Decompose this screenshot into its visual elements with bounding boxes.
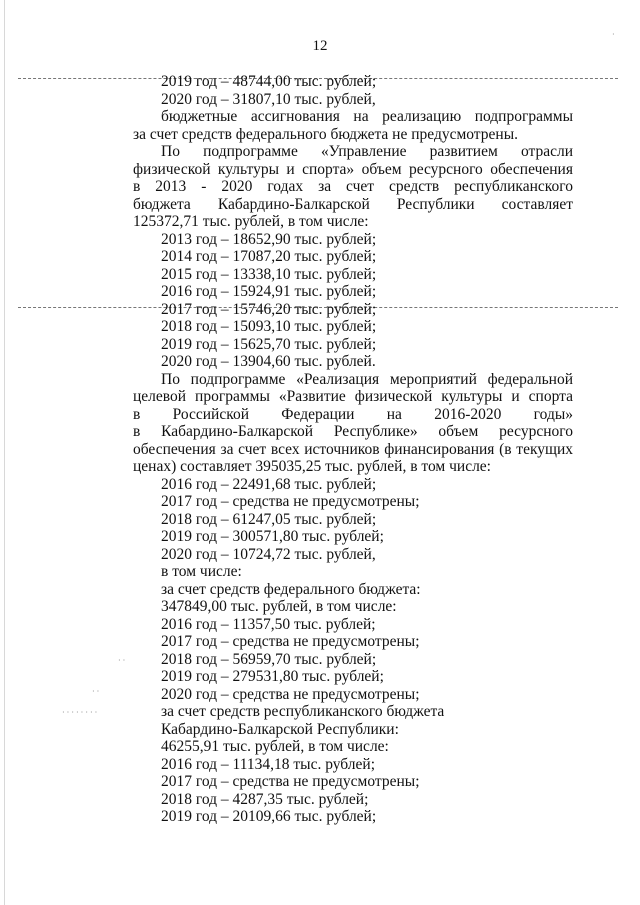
text-line: 2019 год – 48744,00 тыс. рублей;: [161, 73, 377, 90]
text-line: за счет средств федерального бюджета:: [161, 580, 421, 598]
text-line: 2016 год – 15924,91 тыс. рублей;: [161, 283, 377, 300]
scan-speck: · · · · · · · ·: [62, 708, 98, 717]
text-line: 2016 год – 11134,18 тыс. рублей;: [161, 755, 376, 773]
text-line: физической культуры и спорта» объем ресурсного обеспечения: [133, 160, 573, 178]
scan-speck: · ·: [118, 656, 126, 665]
text-line: 2014 год – 17087,20 тыс. рублей;: [161, 248, 377, 265]
text-line: бюджетные ассигнования на реализацию подпрограммы: [161, 108, 573, 125]
text-line: 2018 год – 15093,10 тыс. рублей;: [161, 318, 377, 335]
scan-edge-shadow: [4, 0, 5, 905]
document-body: [133, 73, 573, 826]
text-line: Кабардино-Балкарской Республики:: [161, 720, 399, 738]
text-line: 2018 год – 4287,35 тыс. рублей;: [161, 790, 369, 808]
text-line: в Российской Федерации на 2016-2020 годы»: [133, 405, 573, 423]
text-line: ценах) составляет 395035,25 тыс. рублей, в том числе:: [133, 458, 491, 475]
text-line: в 2013 - 2020 годах за счет средств республиканского: [133, 178, 573, 195]
text-line: 2020 год – средства не предусмотрены;: [161, 685, 420, 703]
text-line: По подпрограмме «Управление развитием отрасли: [161, 143, 573, 160]
text-line: 2015 год – 13338,10 тыс. рублей;: [161, 265, 377, 283]
text-line: обеспечения за счет всех источников финансирования (в текущих: [133, 440, 573, 458]
text-line: в том числе:: [161, 563, 242, 580]
text-line: 2019 год – 300571,80 тыс. рублей;: [161, 528, 384, 545]
text-line: 2018 год – 61247,05 тыс. рублей;: [161, 510, 377, 528]
text-line: 2019 год – 279531,80 тыс. рублей;: [161, 668, 384, 685]
text-line: 2019 год – 20109,66 тыс. рублей;: [161, 808, 377, 825]
text-line: бюджета Кабардино-Балкарской Республики составляет: [133, 195, 573, 213]
text-line: целевой программы «Развитие физической культуры и спорта: [133, 388, 573, 405]
text-line: 2017 год – 15746,20 тыс. рублей;: [161, 300, 377, 318]
text-line: 2019 год – 15625,70 тыс. рублей;: [161, 335, 377, 353]
scan-speck: ·: [612, 30, 615, 39]
text-line: 2016 год – 22491,68 тыс. рублей;: [161, 475, 377, 493]
text-line: 46255,91 тыс. рублей, в том числе:: [161, 738, 389, 755]
scan-speck: · ·: [92, 687, 100, 696]
text-line: 2016 год – 11357,50 тыс. рублей;: [161, 615, 376, 633]
text-line: 2020 год – 13904,60 тыс. рублей.: [161, 353, 376, 370]
text-line: 2013 год – 18652,90 тыс. рублей;: [161, 230, 377, 248]
text-line: 2020 год – 10724,72 тыс. рублей,: [161, 545, 376, 563]
text-line: 2018 год – 56959,70 тыс. рублей;: [161, 650, 377, 668]
text-line: По подпрограмме «Реализация мероприятий федеральной: [161, 370, 573, 388]
text-line: 2017 год – средства не предусмотрены;: [161, 773, 420, 790]
text-line: 2020 год – 31807,10 тыс. рублей,: [161, 90, 376, 108]
text-line: 347849,00 тыс. рублей, в том числе:: [161, 598, 397, 615]
text-line: 2017 год – средства не предусмотрены;: [161, 633, 420, 650]
text-line: 2017 год – средства не предусмотрены;: [161, 493, 420, 510]
text-line: в Кабардино-Балкарской Республике» объем ресурсного: [133, 423, 573, 440]
text-line: за счет средств республиканского бюджета: [161, 703, 445, 720]
text-line: 125372,71 тыс. рублей, в том числе:: [133, 213, 369, 230]
text-line: за счет средств федерального бюджета не предусмотрены.: [133, 125, 518, 143]
page-number: 12: [312, 38, 328, 54]
